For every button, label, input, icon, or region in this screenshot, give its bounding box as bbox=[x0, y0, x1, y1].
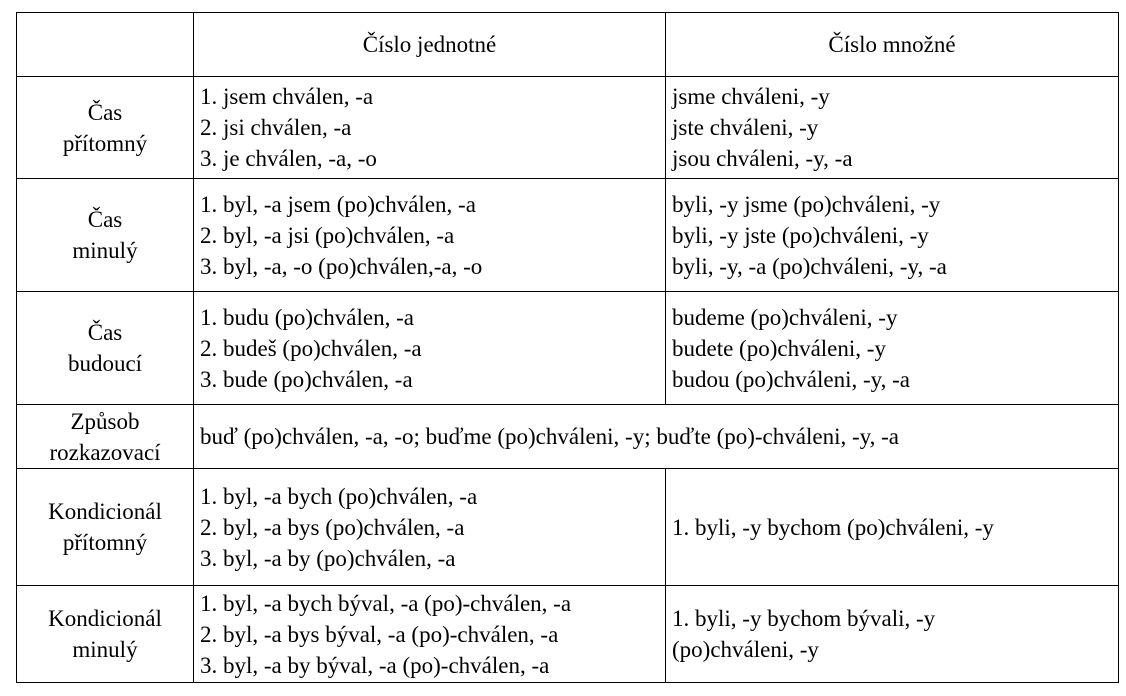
table-row-present bbox=[17, 77, 1119, 179]
form-line: byli, -y jsme (po)chváleni, -y bbox=[672, 191, 941, 217]
form-line: 1. jsem chválen, -a bbox=[200, 84, 374, 109]
table-row-imperative bbox=[17, 405, 1119, 469]
row-head-line: Kondicionál bbox=[48, 606, 162, 631]
form-line: byli, -y, -a (po)chváleni, -y, -a bbox=[672, 253, 947, 279]
form-line: 1. byli, -y bychom bývali, -y bbox=[672, 606, 936, 631]
singular-cell-future bbox=[194, 292, 666, 405]
form-line: 2. byl, -a jsi (po)chválen, -a bbox=[200, 222, 455, 248]
singular-cell-conditional-past bbox=[194, 586, 666, 683]
form-line: budeme (po)chváleni, -y bbox=[672, 304, 898, 330]
table-row-past bbox=[17, 179, 1119, 292]
header-singular: Číslo jednotné bbox=[194, 13, 666, 77]
form-line: jsme chváleni, -y bbox=[672, 84, 830, 109]
row-head-line: Způsob bbox=[70, 408, 140, 434]
singular-cell-past bbox=[194, 179, 666, 292]
form-line: (po)chváleni, -y bbox=[672, 637, 819, 662]
form-line: 1. budu (po)chválen, -a bbox=[200, 304, 414, 330]
row-head-imperative bbox=[17, 405, 194, 469]
row-head-line: Čas bbox=[87, 320, 123, 345]
form-line: 3. je chválen, -a, -o bbox=[200, 146, 377, 171]
plural-cell-past bbox=[666, 179, 1119, 292]
header-empty-cell bbox=[17, 13, 194, 77]
singular-cell-conditional-present bbox=[194, 469, 666, 586]
row-head-line: minulý bbox=[72, 238, 138, 263]
form-line: budou (po)chváleni, -y, -a bbox=[672, 366, 911, 392]
row-head-line: rozkazovací bbox=[49, 439, 161, 465]
row-head-line: Kondicionál bbox=[48, 499, 162, 524]
form-line: 1. byl, -a jsem (po)chválen, -a bbox=[200, 191, 476, 217]
form-line: 3. byl, -a, -o (po)chválen,-a, -o bbox=[200, 253, 483, 279]
form-line: 1. byl, -a bych býval, -a (po)-chválen, -a bbox=[200, 590, 572, 616]
form-line: 2. jsi chválen, -a bbox=[200, 115, 352, 140]
form-line: 3. byl, -a by (po)chválen, -a bbox=[200, 545, 456, 571]
form-line: buď (po)chválen, -a, -o; buďme (po)chváleni, -y; buďte (po)-chváleni, -y, -a bbox=[200, 424, 899, 449]
row-head-line: Čas bbox=[87, 207, 123, 232]
table-row-conditional-present bbox=[17, 469, 1119, 586]
row-head-line: přítomný bbox=[62, 530, 148, 555]
plural-cell-future bbox=[666, 292, 1119, 405]
row-head-future bbox=[17, 292, 194, 405]
header-plural: Číslo množné bbox=[666, 13, 1119, 77]
header-row bbox=[17, 13, 1119, 77]
row-head-conditional-present bbox=[17, 469, 194, 586]
plural-cell-conditional-past bbox=[666, 586, 1119, 683]
row-head-line: minulý bbox=[72, 637, 138, 662]
row-head-line: Čas bbox=[87, 99, 123, 125]
singular-cell-present bbox=[194, 77, 666, 179]
form-line: 3. byl, -a by býval, -a (po)-chválen, -a bbox=[200, 652, 550, 678]
row-head-past bbox=[17, 179, 194, 292]
form-line: 1. byl, -a bych (po)chválen, -a bbox=[200, 483, 478, 509]
table-row-future bbox=[17, 292, 1119, 405]
form-line: 2. budeš (po)chválen, -a bbox=[200, 335, 422, 361]
form-line: 1. byli, -y bychom (po)chváleni, -y bbox=[672, 514, 994, 540]
form-line: jsou chváleni, -y, -a bbox=[672, 146, 853, 171]
row-head-present bbox=[17, 77, 194, 179]
form-line: 3. bude (po)chválen, -a bbox=[200, 366, 413, 392]
form-line: 2. byl, -a bys býval, -a (po)-chválen, -a bbox=[200, 621, 559, 647]
form-line: budete (po)chváleni, -y bbox=[672, 335, 886, 361]
form-line: 2. byl, -a bys (po)chválen, -a bbox=[200, 514, 465, 540]
row-head-line: budoucí bbox=[67, 351, 143, 376]
conjugation-table bbox=[16, 12, 1119, 683]
row-head-line: přítomný bbox=[62, 130, 148, 156]
plural-cell-present bbox=[666, 77, 1119, 179]
row-head-conditional-past bbox=[17, 586, 194, 683]
form-line: byli, -y jste (po)chváleni, -y bbox=[672, 222, 929, 248]
table-row-conditional-past bbox=[17, 586, 1119, 683]
form-line: jste chváleni, -y bbox=[672, 115, 819, 140]
imperative-merged-cell bbox=[194, 405, 1119, 469]
plural-cell-conditional-present bbox=[666, 469, 1119, 586]
